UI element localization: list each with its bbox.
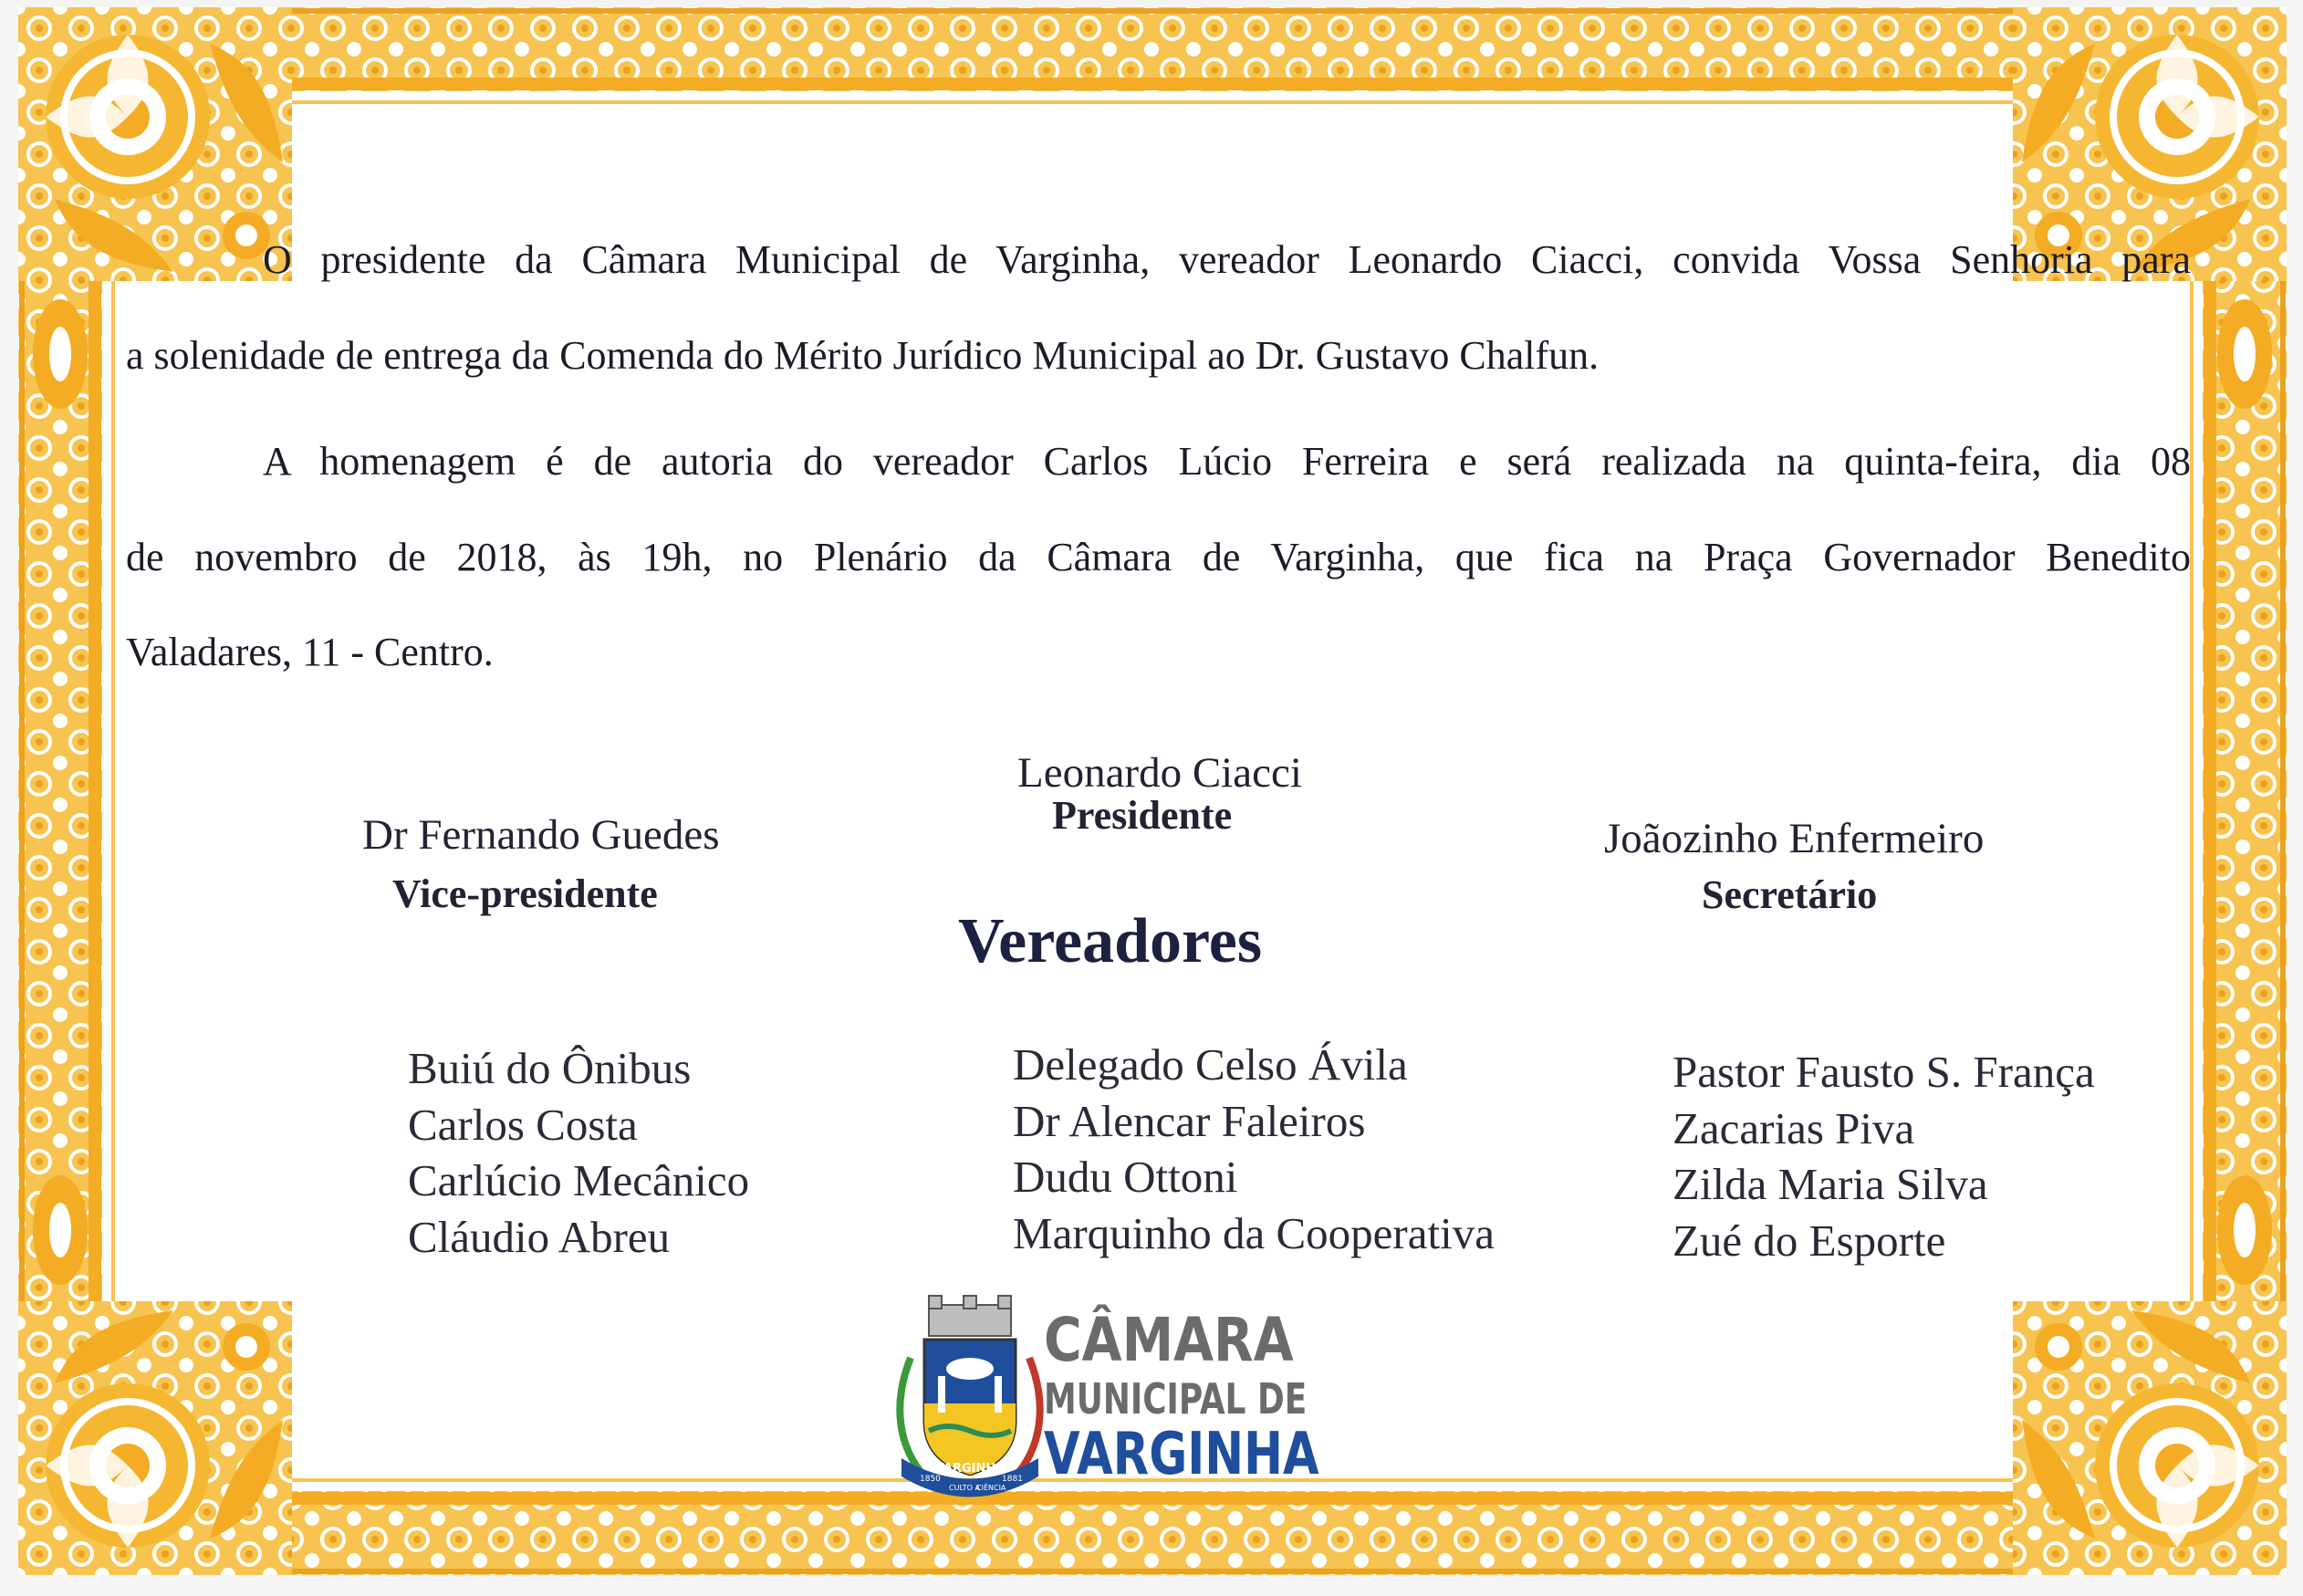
logo-wordmark [1044, 1294, 1336, 1488]
council-heading: Vereadores [958, 906, 1263, 976]
city-crest-icon [892, 1294, 1047, 1513]
council-member: Pastor Fausto S. França [1673, 1047, 2095, 1097]
logo-line-3: VARGINHA [1044, 1421, 1319, 1488]
camara-logo [892, 1294, 1349, 1513]
invitation-paragraph-1-line-1: O presidente da Câmara Municipal de Varginha, vereador Leonardo Ciacci, convida Vossa Senhoria para [263, 237, 2191, 282]
council-member: Marquinho da Cooperativa [1013, 1207, 1495, 1258]
crest-motto-left: CULTO A [949, 1484, 980, 1492]
secretary-name: Joãozinho Enfermeiro [1604, 815, 1985, 862]
invitation-paragraph-1-line-2: a solenidade de entrega da Comenda do Mérito Jurídico Municipal ao Dr. Gustavo Chalfun. [126, 333, 1600, 378]
council-column-1 [408, 1040, 749, 1265]
crest-year-left: 1850 [920, 1475, 941, 1484]
invitation-paragraph-2-line-2: de novembro de 2018, às 19h, no Plenário da Câmara de Varginha, que fica na Praça Governador Benedito [126, 535, 2191, 579]
council-member: Zilda Maria Silva [1673, 1159, 1988, 1209]
logo-line-1: CÂMARA [1044, 1305, 1294, 1375]
crest-motto-right: CIÊNCIA [976, 1484, 1006, 1492]
invitation-paragraph-2-line-3: Valadares, 11 - Centro. [126, 630, 494, 674]
invitation-card [18, 7, 2287, 1575]
secretary-title: Secretário [1702, 872, 1878, 917]
crest-banner-text: VARGINHA [934, 1462, 1006, 1476]
council-column-2 [1013, 1037, 1495, 1261]
logo-line-2: MUNICIPAL DE [1044, 1374, 1308, 1424]
council-member: Delegado Celso Ávila [1013, 1039, 1408, 1090]
vice-president-name: Dr Fernando Guedes [362, 811, 720, 859]
council-member: Cláudio Abreu [408, 1211, 671, 1262]
council-member: Zacarias Piva [1673, 1102, 1915, 1153]
president-name: Leonardo Ciacci [1017, 749, 1302, 797]
invitation-paragraph-2-line-1: A homenagem é de autoria do vereador Carlos Lúcio Ferreira e será realizada na quinta-feira, dia 08 [263, 439, 2191, 484]
council-member: Buiú do Ônibus [408, 1043, 692, 1093]
vice-president-title: Vice-presidente [392, 871, 658, 916]
council-member: Carlos Costa [408, 1099, 638, 1150]
council-member: Dr Alencar Faleiros [1013, 1095, 1366, 1146]
council-member: Dudu Ottoni [1013, 1152, 1238, 1202]
council-column-3 [1673, 1044, 2095, 1268]
crest-year-right: 1881 [1002, 1475, 1023, 1484]
council-member: Zué do Esporte [1673, 1215, 1946, 1266]
president-title: Presidente [1052, 793, 1233, 838]
council-member: Carlúcio Mecânico [408, 1155, 750, 1205]
